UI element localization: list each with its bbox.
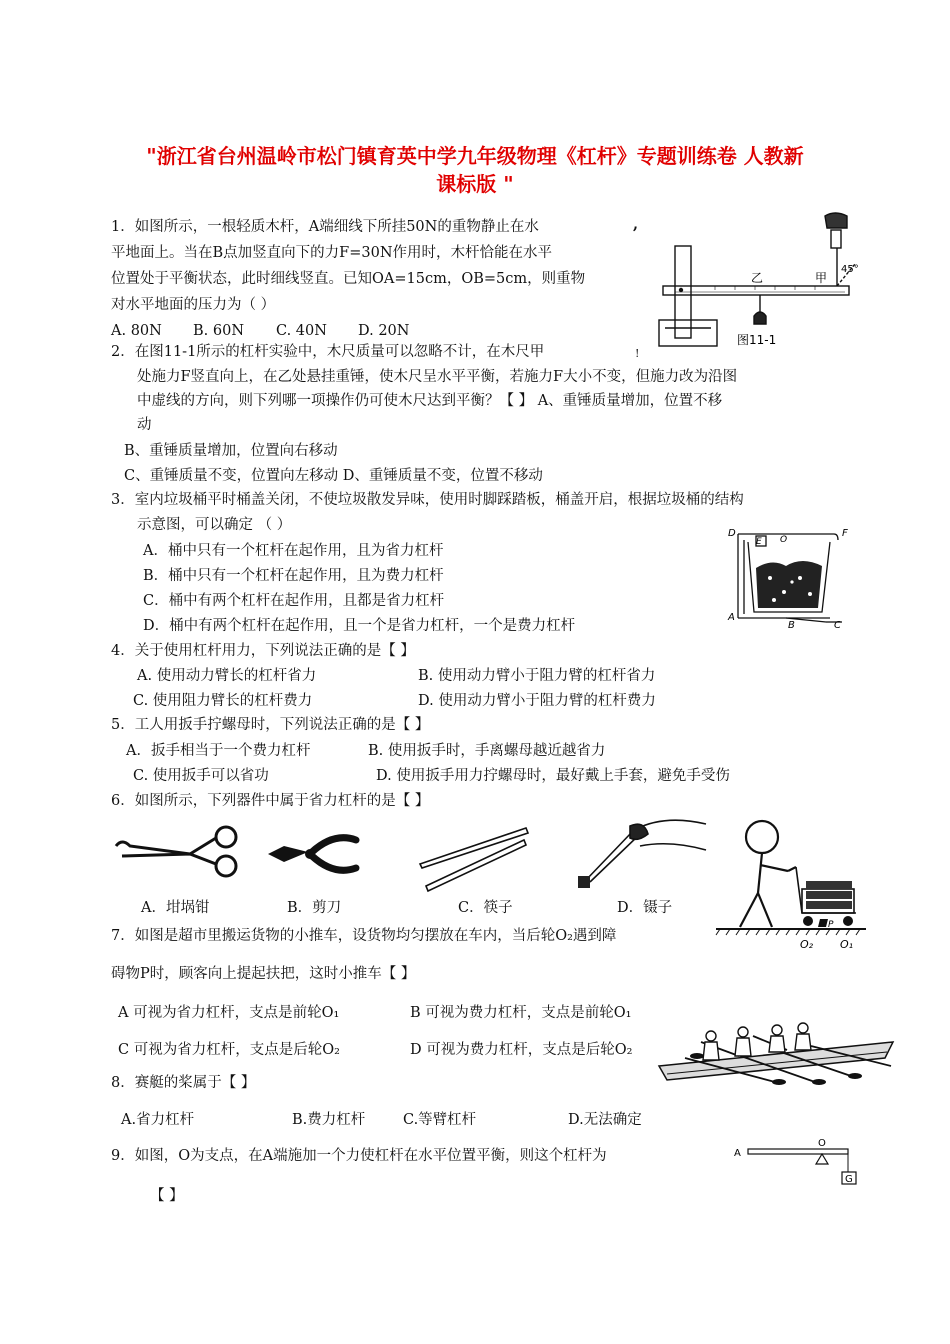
q2-line-2: 处施力F竖直向上，在乙处悬挂重锤，使木尺呈水平平衡，若施力F大小不变，但施力改为沿图	[137, 369, 738, 385]
q4-option-a: A. 使用动力臂长的杠杆省力	[137, 668, 317, 684]
q4-option-b: B. 使用动力臂小于阻力臂的杠杆省力	[418, 668, 656, 684]
q3-option-b: B．桶中只有一个杠杆在起作用，且为费力杠杆	[143, 568, 444, 584]
q7-option-b: B 可视为费力杠杆，支点是前轮O₁	[410, 1005, 632, 1021]
tweezers-image	[574, 810, 714, 892]
q5-option-c: C. 使用扳手可以省功	[133, 768, 269, 784]
q2-option-b: B、重锤质量增加，位置向右移动	[124, 443, 338, 459]
trash-bin-diagram	[726, 522, 856, 634]
q1-mark: ,	[633, 216, 639, 233]
bin-label-f: F	[842, 528, 848, 539]
lever-diagram-q9	[732, 1136, 864, 1188]
q7-line-2: 碍物P时，顾客向上提起扶把，这时小推车【 】	[111, 966, 416, 982]
q1-option-d: D. 20N	[358, 323, 410, 339]
chopsticks-image	[418, 826, 530, 894]
q2-line-4: 动	[137, 417, 152, 433]
document-title-line-2: 课标版 "	[436, 172, 514, 196]
q1-option-c: C. 40N	[276, 323, 327, 339]
q9-stem: 9．如图，O为支点，在A端施加一个力使杠杆在水平位置平衡，则这个杠杆为	[111, 1148, 607, 1164]
q3-option-d: D．桶中有两个杠杆在起作用，且一个是省力杠杆，一个是费力杠杆	[143, 618, 576, 634]
q2-line-1: 2．在图11-1所示的杠杆实验中，木尺质量可以忽略不计，在木尺甲	[111, 344, 545, 360]
q7-line-1: 7．如图是超市里搬运货物的小推车，设货物均匀摆放在车内，当后轮O₂遇到障	[111, 928, 617, 944]
bin-label-e: E	[756, 537, 762, 547]
q3-line-1: 3．室内垃圾桶平时桶盖关闭，不使垃圾散发异味，使用时脚踩踏板，桶盖开启，根据垃圾桶的结构	[111, 492, 744, 508]
figure-11-1-ruler-lever	[655, 208, 859, 358]
q6-option-a: A．坩埚钳	[141, 900, 210, 916]
q9-answer-blank: 【 】	[150, 1188, 184, 1204]
cart-label-o2: O₂	[800, 938, 814, 951]
q7-option-a: A 可视为省力杠杆，支点是前轮O₁	[118, 1005, 340, 1021]
q1-line-2: 平地面上。当在B点加竖直向下的力F=30N作用时，木杆恰能在水平	[111, 245, 553, 261]
q8-stem: 8．赛艇的桨属于【 】	[111, 1075, 256, 1091]
q5-stem: 5．工人用扳手拧螺母时，下列说法正确的是【 】	[111, 717, 430, 733]
figure-11-1-label-yi: 乙	[751, 271, 764, 285]
figure-11-1-label-jia: 甲	[815, 271, 828, 285]
scissors-image	[264, 830, 364, 880]
q7-option-d: D 可视为费力杠杆，支点是后轮O₂	[410, 1042, 633, 1058]
q5-option-b: B. 使用扳手时，手离螺母越近越省力	[368, 743, 606, 759]
q4-option-c: C. 使用阻力臂长的杠杆费力	[133, 693, 313, 709]
figure-11-1-caption: 图11-1	[737, 333, 777, 347]
document-title-line-1: "浙江省台州温岭市松门镇育英中学九年级物理《杠杆》专题训练卷 人教新	[146, 144, 804, 168]
q6-option-d: D．镊子	[617, 900, 673, 916]
bin-label-a: A	[728, 612, 735, 623]
crucible-tongs-image	[112, 824, 247, 882]
shopping-cart-diagram	[716, 815, 866, 955]
lever-label-o: O	[818, 1138, 826, 1149]
q8-option-d: D.无法确定	[568, 1112, 642, 1128]
q1-line-1: 1．如图所示，一根轻质木杆，A端细线下所挂50N的重物静止在水	[111, 219, 539, 235]
q3-option-c: C．桶中有两个杠杆在起作用，且都是省力杠杆	[143, 593, 445, 609]
q1-option-b: B. 60N	[193, 323, 245, 339]
q8-option-b: B.费力杠杆	[292, 1112, 366, 1128]
q2-mark: !	[635, 347, 640, 360]
q6-stem: 6．如图所示，下列器件中属于省力杠杆的是【 】	[111, 793, 430, 809]
figure-11-1-angle: 45°	[841, 264, 859, 275]
q6-option-c: C．筷子	[458, 900, 513, 916]
lever-label-g: G	[845, 1174, 853, 1185]
q6-option-b: B．剪刀	[287, 900, 342, 916]
lever-label-a: A	[734, 1148, 741, 1159]
bin-label-d: D	[728, 528, 736, 539]
q1-line-4: 对水平地面的压力为（ ）	[111, 297, 276, 313]
q2-option-c-d: C、重锤质量不变，位置向左移动 D、重锤质量不变，位置不移动	[124, 468, 543, 484]
bin-label-o: O	[780, 535, 788, 545]
q3-line-2: 示意图，可以确定 （ ）	[137, 517, 292, 533]
q4-option-d: D. 使用动力臂小于阻力臂的杠杆费力	[418, 693, 656, 709]
q2-line-3: 中虚线的方向，则下列哪一项操作仍可使木尺达到平衡？【 】 A、重锤质量增加，位置不移	[137, 393, 723, 409]
q4-stem: 4．关于使用杠杆用力，下列说法正确的是【 】	[111, 643, 415, 659]
q8-option-c: C.等臂杠杆	[403, 1112, 477, 1128]
q5-option-a: A．扳手相当于一个费力杠杆	[126, 743, 311, 759]
bin-label-b: B	[788, 620, 795, 631]
rowing-boat-image	[655, 1022, 901, 1098]
q3-option-a: A．桶中只有一个杠杆在起作用，且为省力杠杆	[143, 543, 444, 559]
q7-option-c: C 可视为省力杠杆，支点是后轮O₂	[118, 1042, 340, 1058]
cart-label-o1: O₁	[840, 938, 854, 951]
q1-line-3: 位置处于平衡状态，此时细线竖直。已知OA=15cm，OB=5cm，则重物	[111, 271, 586, 287]
bin-label-c: C	[834, 620, 841, 631]
q5-option-d: D. 使用扳手用力拧螺母时，最好戴上手套，避免手受伤	[376, 768, 730, 784]
q8-option-a: A.省力杠杆	[121, 1112, 195, 1128]
cart-label-p: P	[828, 920, 834, 930]
q1-option-a: A. 80N	[111, 323, 162, 339]
